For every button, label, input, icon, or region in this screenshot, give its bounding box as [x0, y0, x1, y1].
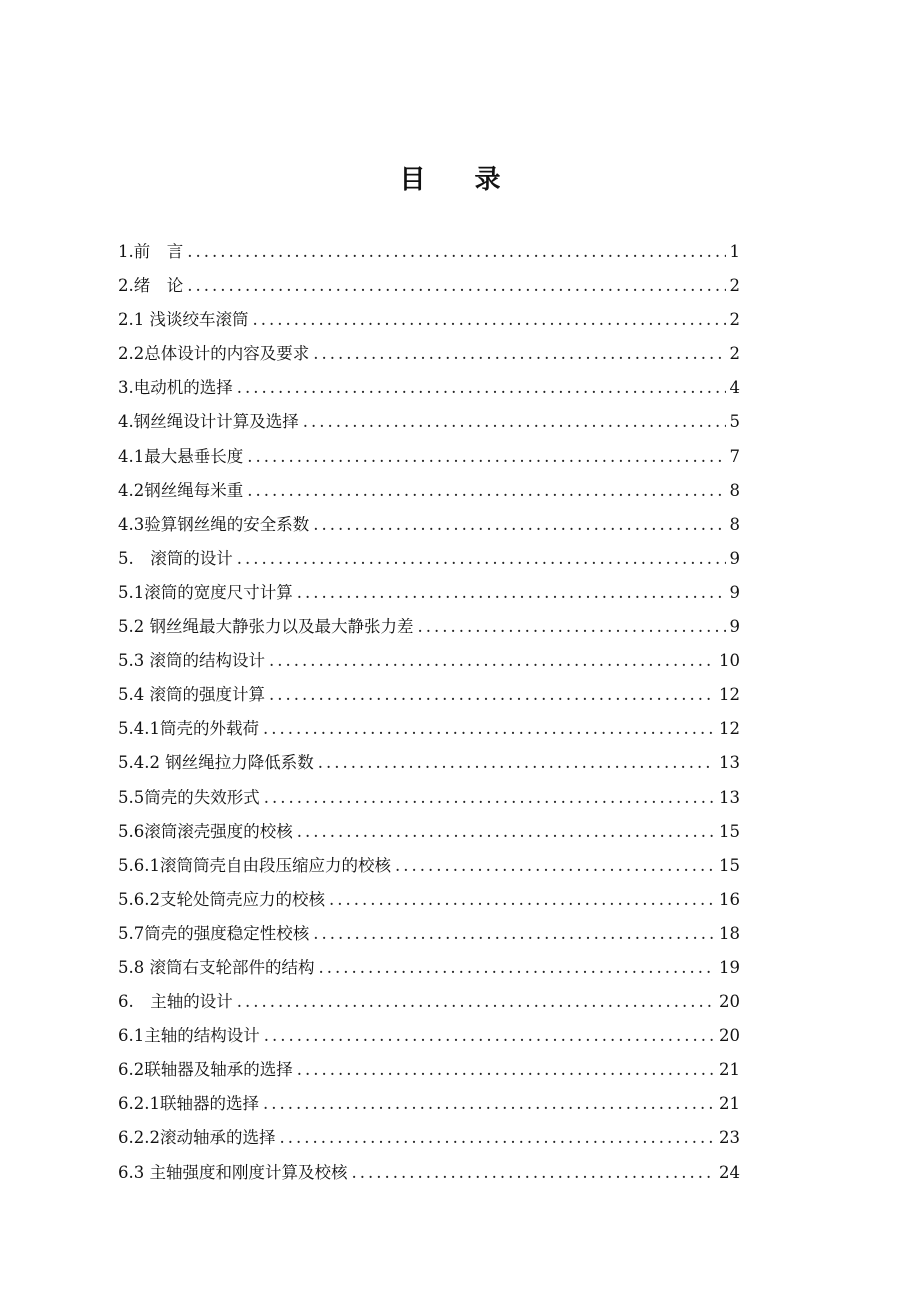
toc-entry-page-number: 20 [719, 992, 740, 1012]
toc-entry[interactable] [118, 337, 740, 371]
toc-entry-label: 6.1主轴的结构设计 [118, 1026, 260, 1046]
toc-entry[interactable] [118, 1053, 740, 1087]
toc-entry-page-number: 21 [719, 1094, 740, 1114]
dot-leader [297, 1053, 715, 1087]
toc-entry-page-number: 18 [719, 923, 740, 943]
toc-entry-label: 5. 滚筒的设计 [118, 548, 233, 568]
toc-entry-page-number: 19 [719, 957, 740, 977]
toc-entry-page-number: 9 [729, 548, 740, 568]
dot-leader [263, 1087, 715, 1121]
toc-entry[interactable] [118, 746, 740, 780]
dot-leader [247, 474, 725, 508]
dot-leader [264, 1019, 715, 1053]
toc-entry[interactable] [118, 644, 740, 678]
toc-entry-page-number: 7 [729, 446, 740, 466]
toc-entry-page-number: 13 [719, 787, 740, 807]
toc-entry[interactable] [118, 712, 740, 746]
toc-entry[interactable] [118, 474, 740, 508]
toc-entry-page-number: 12 [719, 719, 740, 739]
toc-entry-label: 5.6滚筒滚壳强度的校核 [118, 821, 293, 841]
toc-entry[interactable] [118, 781, 740, 815]
toc-entry-label: 5.5筒壳的失效形式 [118, 787, 260, 807]
toc-entry-label: 5.7筒壳的强度稳定性校核 [118, 923, 310, 943]
dot-leader [237, 985, 715, 1019]
dot-leader [247, 440, 725, 474]
dot-leader [237, 542, 726, 576]
toc-entry-page-number: 8 [729, 514, 740, 534]
toc-entry[interactable] [118, 815, 740, 849]
toc-entry[interactable] [118, 269, 740, 303]
dot-leader [297, 815, 715, 849]
dot-leader [263, 712, 715, 746]
toc-entry-page-number: 23 [719, 1128, 740, 1148]
dot-leader [279, 1121, 715, 1155]
toc-entry[interactable] [118, 440, 740, 474]
toc-entry[interactable] [118, 1087, 740, 1121]
toc-entry-label: 5.4.1筒壳的外载荷 [118, 719, 259, 739]
toc-entry[interactable] [118, 883, 740, 917]
toc-entry-label: 2.2总体设计的内容及要求 [118, 344, 310, 364]
toc-entry-label: 2.绪 论 [118, 276, 184, 296]
dot-leader [303, 405, 726, 439]
toc-entry-page-number: 2 [729, 276, 740, 296]
toc-entry[interactable] [118, 1156, 740, 1190]
toc-entry[interactable] [118, 303, 740, 337]
toc-entry[interactable] [118, 678, 740, 712]
toc-entry-page-number: 13 [719, 753, 740, 773]
toc-entry-label: 6.3 主轴强度和刚度计算及校核 [118, 1162, 348, 1182]
toc-entry-page-number: 2 [729, 344, 740, 364]
dot-leader [319, 951, 716, 985]
toc-entry-label: 4.1最大悬垂长度 [118, 446, 244, 466]
toc-entry[interactable] [118, 542, 740, 576]
toc-entry[interactable] [118, 917, 740, 951]
toc-entry-label: 6.2.1联轴器的选择 [118, 1094, 259, 1114]
toc-entry-page-number: 20 [719, 1026, 740, 1046]
toc-entry-label: 5.4 滚筒的强度计算 [118, 685, 265, 705]
toc-entry[interactable] [118, 1019, 740, 1053]
toc-entry-label: 6.2.2滚动轴承的选择 [118, 1128, 276, 1148]
toc-entry-page-number: 9 [729, 617, 740, 637]
toc-entry-page-number: 16 [719, 889, 740, 909]
dot-leader [253, 303, 726, 337]
toc-entry[interactable] [118, 576, 740, 610]
toc-entry-label: 5.1滚筒的宽度尺寸计算 [118, 582, 293, 602]
toc-entry-label: 5.6.2支轮处筒壳应力的校核 [118, 889, 325, 909]
toc-entry-label: 5.6.1滚筒筒壳自由段压缩应力的校核 [118, 855, 391, 875]
toc-entry-label: 5.2 钢丝绳最大静张力以及最大静张力差 [118, 617, 414, 637]
dot-leader [395, 849, 715, 883]
toc-entry-page-number: 15 [719, 821, 740, 841]
dot-leader [313, 917, 715, 951]
toc-entry[interactable] [118, 508, 740, 542]
toc-entry-label: 6.2联轴器及轴承的选择 [118, 1060, 293, 1080]
toc-entry-label: 4.3验算钢丝绳的安全系数 [118, 514, 310, 534]
toc-entry-page-number: 9 [729, 582, 740, 602]
toc-entry-label: 5.4.2 钢丝绳拉力降低系数 [118, 753, 314, 773]
toc-entry-label: 5.8 滚筒右支轮部件的结构 [118, 957, 315, 977]
toc-entry-page-number: 5 [729, 412, 740, 432]
toc-entry-page-number: 15 [719, 855, 740, 875]
dot-leader [418, 610, 726, 644]
toc-entry-label: 1.前 言 [118, 242, 184, 261]
dot-leader [318, 746, 715, 780]
dot-leader [237, 371, 726, 405]
dot-leader [187, 235, 725, 269]
page-title: 目 录 [399, 165, 521, 195]
toc-entry[interactable] [118, 610, 740, 644]
dot-leader [313, 508, 725, 542]
toc-entry-page-number: 12 [719, 685, 740, 705]
toc-entry[interactable] [118, 1121, 740, 1155]
toc-entry[interactable] [118, 849, 740, 883]
toc-entry-page-number: 24 [719, 1162, 740, 1182]
toc-entry-label: 4.2钢丝绳每米重 [118, 480, 244, 500]
toc-entry-page-number: 1 [729, 242, 740, 261]
dot-leader [352, 1156, 716, 1190]
toc-entry[interactable] [118, 951, 740, 985]
dot-leader [264, 781, 715, 815]
toc-entry-label: 5.3 滚筒的结构设计 [118, 651, 265, 671]
toc-entry-page-number: 21 [719, 1060, 740, 1080]
table-of-contents [118, 235, 740, 1190]
toc-entry[interactable] [118, 405, 740, 439]
toc-entry-page-number: 10 [719, 651, 740, 671]
dot-leader [297, 576, 726, 610]
dot-leader [329, 883, 715, 917]
toc-entry-page-number: 2 [729, 310, 740, 330]
toc-entry[interactable] [118, 985, 740, 1019]
toc-entry-label: 6. 主轴的设计 [118, 992, 233, 1012]
dot-leader [269, 644, 715, 678]
toc-entry-label: 2.1 浅谈绞车滚筒 [118, 310, 249, 330]
toc-entry[interactable] [118, 235, 740, 269]
toc-entry[interactable] [118, 371, 740, 405]
toc-entry-page-number: 4 [729, 378, 740, 398]
toc-entry-label: 4.钢丝绳设计计算及选择 [118, 412, 299, 432]
toc-entry-label: 3.电动机的选择 [118, 378, 233, 398]
dot-leader [269, 678, 715, 712]
dot-leader [187, 269, 725, 303]
dot-leader [313, 337, 725, 371]
toc-entry-page-number: 8 [729, 480, 740, 500]
